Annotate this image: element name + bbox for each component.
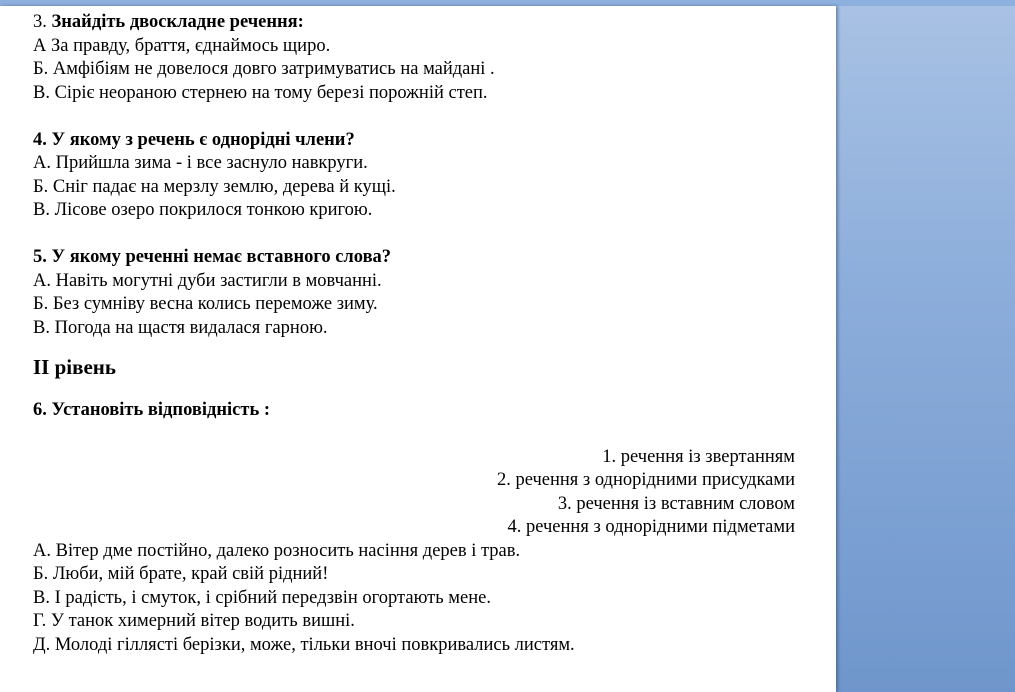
question-text: У якому реченні немає вставного слова? <box>51 247 392 267</box>
question-3-option-b: Б. Амфібіям не довелося довго затримуватись на майдані . <box>33 59 495 79</box>
question-4-title <box>33 129 823 153</box>
question-text: У якому з речень є однорідні члени? <box>51 129 355 150</box>
match-item: 4. речення з однорідними підметами <box>507 517 795 537</box>
match-item: 3. речення із вставним словом <box>557 493 795 514</box>
match-item: 1. речення із звертанням <box>602 446 795 467</box>
question-4-option-a: А. Прийшла зима - і все заснуло навкруги. <box>33 153 368 173</box>
task-6-sentence-a: А. Вітер дме постійно, далеко розносить насіння дерев і трав. <box>33 540 521 561</box>
question-number: 4. <box>33 129 47 150</box>
document-page[interactable] <box>0 6 836 692</box>
task-6-sentence-e: Д. Молоді гіллясті берізки, може, тільки вночі повкривались листям. <box>33 634 575 655</box>
level-heading: ІІ рівень <box>33 355 116 379</box>
question-5-title <box>33 246 823 270</box>
question-5-option-a: А. Навіть могутні дуби застигли в мовчанні. <box>33 270 382 291</box>
question-number: 3. <box>33 12 47 32</box>
match-list <box>33 446 823 540</box>
question-3-title <box>33 11 823 35</box>
question-5-option-b: Б. Без сумніву весна колись переможе зиму. <box>33 294 378 314</box>
question-3-option-c: В. Сіріє неораною стернею на тому березі порожній степ. <box>33 82 488 103</box>
question-5-option-c: В. Погода на щастя видалася гарною. <box>33 317 328 338</box>
question-3-option-a: А За правду, браття, єднаймось щиро. <box>33 35 331 56</box>
task-6-sentence-b: Б. Люби, мій брате, край свій рідний! <box>33 564 329 584</box>
spacer <box>33 105 823 129</box>
question-4-option-b: Б. Сніг падає на мерзлу землю, дерева й кущі. <box>33 176 396 197</box>
question-4-option-c: В. Лісове озеро покрилося тонкою кригою. <box>33 200 373 220</box>
task-6-sentence-d: Г. У танок химерний вітер водить вишні. <box>33 611 355 631</box>
document-content <box>33 11 823 657</box>
spacer <box>33 223 823 247</box>
question-text: Знайдіть двоскладне речення: <box>51 12 304 32</box>
task-6-title: 6. Установіть відповідність : <box>33 400 271 420</box>
match-item: 2. речення з однорідними присудками <box>496 470 795 490</box>
task-6-sentence-c: В. І радість, і смуток, і срібний передзвін огортають мене. <box>33 587 491 608</box>
question-number: 5. <box>33 247 47 267</box>
